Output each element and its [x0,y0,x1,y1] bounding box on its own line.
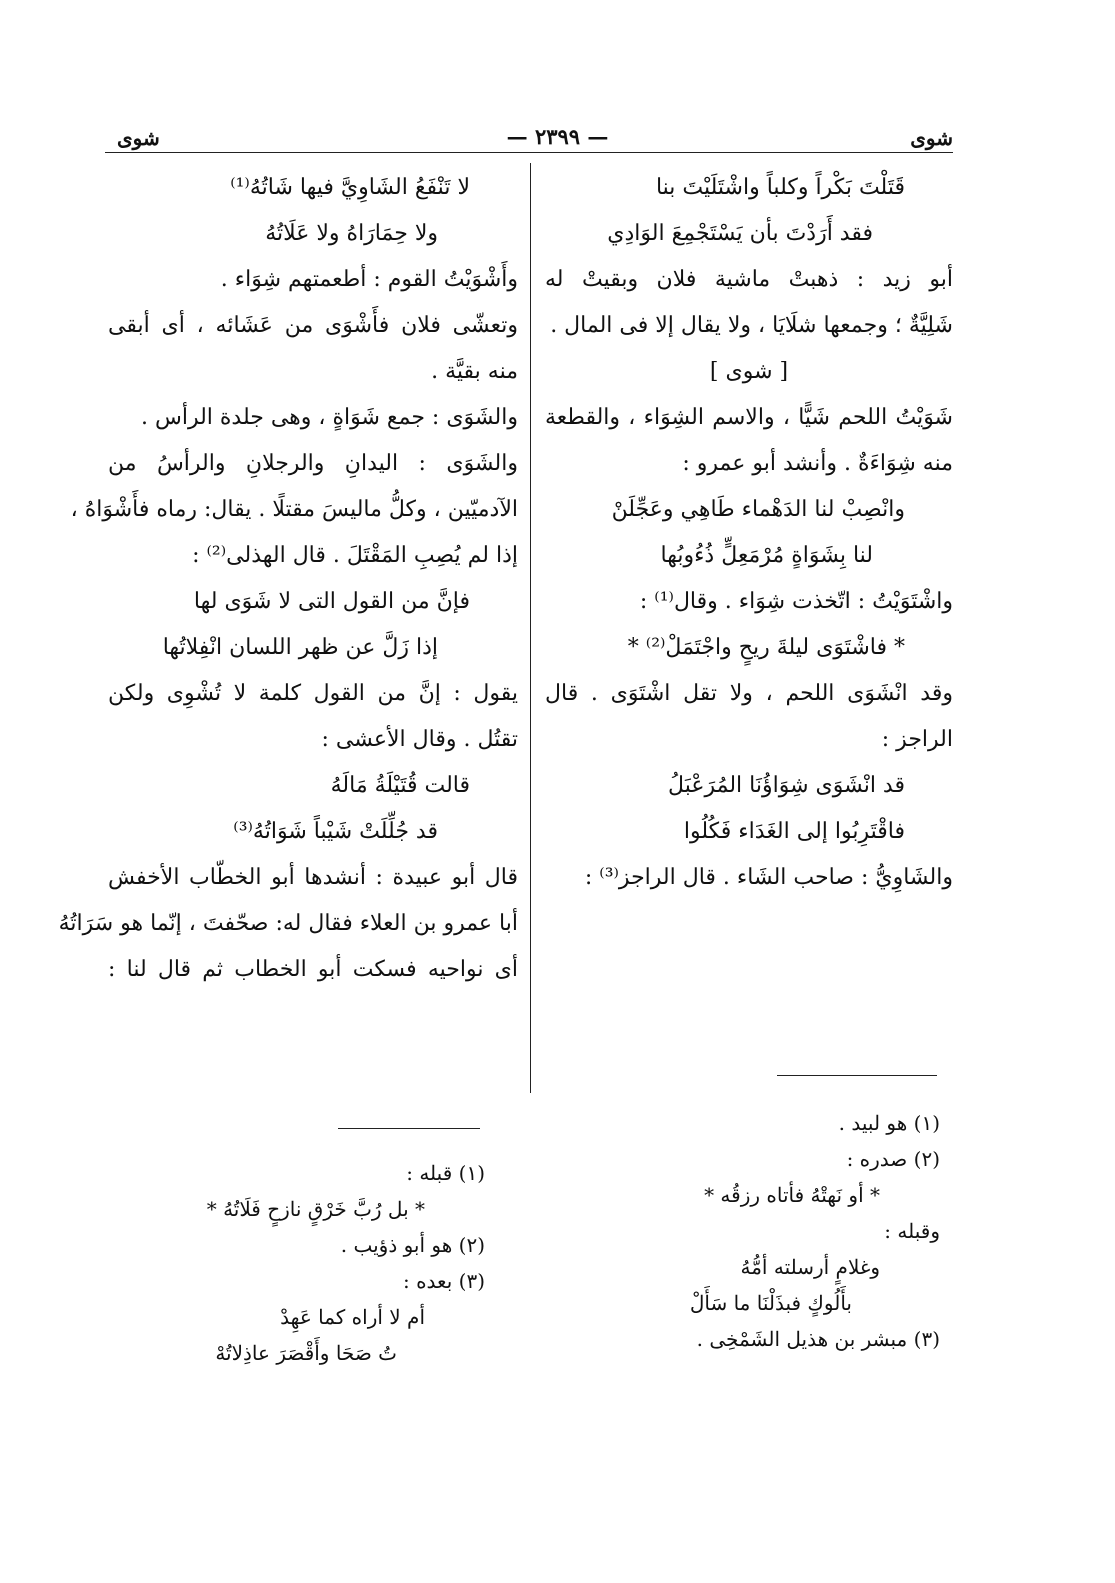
right-column-line: والشَاوِيُّ : صاحب الشَاء . قال الراجز⁽³⁾ : [584,865,953,890]
right-column-line: فاقْتَرِبُوا إلى الغَدَاء فَكُلُوا [683,819,905,844]
left-column-line: منه بقيَّة . [431,359,518,384]
right-footnotes [560,1105,940,1357]
header-word-right: شوى [910,126,953,150]
header-word-left: شوى [117,126,160,150]
header-rule [105,152,953,153]
left-column-line: قالت قُتَيْلَةُ مَالَهُ [330,773,470,798]
right-column-line: شَلِيَّةٌ ؛ وجمعها شلَايَا ، ولا يقال إلا فى المال . [550,313,953,338]
right-column-line: لنا بِشَوَاةٍ مُرْمَعِلٍّ ذُءُوبُها [660,543,873,568]
left-column-line: والشَوَى : جمع شَوَاةٍ ، وهى جلدة الرأس . [140,405,518,430]
left-column-line: يقول : إنَّ من القول كلمة لا تُشْوِى ولكن [108,681,518,706]
right-column [545,165,953,901]
right-footnote-line: بأَلُوكٍ فبذَلْنَا ما سَأَلْ [689,1291,852,1315]
right-footnote-line: (٢) صدره : [846,1147,940,1171]
footnote-separator-right [777,1075,937,1076]
right-column-line: واشْتَوَيْتُ : اتّخذت شِوَاء . وقال⁽¹⁾ : [639,589,953,614]
right-column-line: منه شِوَاءَةٌ . وأنشد أبو عمرو : [682,451,953,476]
left-column-line: لا تَنْفَعُ الشَاوِيَّ فيها شَاتُهُ⁽¹⁾ [230,175,470,200]
footnote-separator-left [338,1128,480,1129]
left-column-line: وأَشْوَيْتُ القوم : أطعمتهم شِوَاء . [220,267,518,292]
right-column-line: فقد أَرَدْتَ بأن يَسْتَجْمِعَ الوَادِي [607,221,873,246]
right-column-line: [ شوى ] [709,359,789,384]
left-column-line: أى نواحيه فسكت أبو الخطاب ثم قال لنا : [108,957,518,982]
right-footnote-line: (٣) مبشر بن هذيل الشَمْخِى . [696,1327,940,1351]
right-footnote-line: (١) هو لبيد . [838,1111,940,1135]
right-footnote-line: وقبله : [884,1219,940,1243]
left-column-line: وتعشّى فلان فأَشْوَى من عَشَائه ، أى أبقى [108,313,518,338]
left-footnote-line: (٢) هو أبو ذؤيب . [340,1233,485,1257]
left-column-line: ولا حِمَارَاهُ ولا عَلَاتُهُ [265,221,438,246]
left-footnote-line: (١) قبله : [406,1161,485,1185]
left-footnote-line: (٣) بعده : [402,1269,485,1293]
left-column-line: والشَوَى : اليدانِ والرجلانِ والرأسُ من [108,451,518,476]
page-number: — ٢٣٩٩ — [506,124,609,149]
left-column-line: قد جُلِّلَتْ شَيْباً شَوَاتُهُ⁽³⁾ [233,819,438,844]
right-column-line: وقد انْشَوَى اللحم ، ولا تقل اشْتَوَى . قال [545,681,953,706]
right-footnote-line: * أو نَهتْهُ فأتاه رزقُه * [704,1183,880,1207]
right-column-line: قَتَلْتَ بَكْراً وكلباً واشْتَلَيْتَ بنا [655,175,905,200]
right-column-line: أبو زيد : ذهبتْ ماشية فلان وبقيتْ له [545,267,953,292]
left-column-line: تقتُل . وقال الأعشى : [321,727,518,752]
left-footnote-line: * بل رُبَّ خَرْقٍ نازحٍ فَلَاتُهُ * [206,1197,425,1221]
right-column-line: وانْصِبْ لنا الدَهْماء طَاهِي وعَجِّلَنْ [611,497,905,522]
right-footnote-line: وغلامٍ أرسلته أمُّهُ [740,1255,880,1279]
left-column-line: الآدميّين ، وكلُّ ماليسَ مقتلًا . يقال: رماه فأَشْوَاهُ ، [70,497,518,522]
column-divider [530,163,531,1093]
left-column-line: قال أبو عبيدة : أنشدها أبو الخطّاب الأخفش [108,865,518,890]
right-column-line: * فاشْتَوَى ليلةَ ريحٍ واجْتَمَلْ⁽²⁾ * [627,635,905,660]
right-column-line: الراجز : [881,727,953,752]
right-column-line: شَوَيْتُ اللحم شَيًّا ، والاسم الشِوَاء ، والقطعة [545,405,953,430]
left-footnote-line: تُ صَحَا وأَقْصَرَ عاذِلاتُهْ [215,1341,397,1365]
left-footnotes [120,1155,485,1371]
right-column-line: قد انْشَوَى شِوَاؤُنَا المُرَعْبَلُ [668,773,905,798]
left-column-line: إذا زَلَّ عن ظهر اللسان انْفِلاتُها [162,635,438,660]
left-column-line: فإنَّ من القول التى لا شَوَى لها [193,589,470,614]
left-footnote-line: أم لا أراه كما عَهِدْ [280,1305,425,1329]
left-column-line: إذا لم يُصِبِ المَقْتَلَ . قال الهذلى⁽²⁾ : [192,543,518,568]
left-column [58,165,518,993]
left-column-line: أبا عمرو بن العلاء فقال له: صحّفتَ ، إنّما هو سَرَاتُهُ [58,911,518,936]
